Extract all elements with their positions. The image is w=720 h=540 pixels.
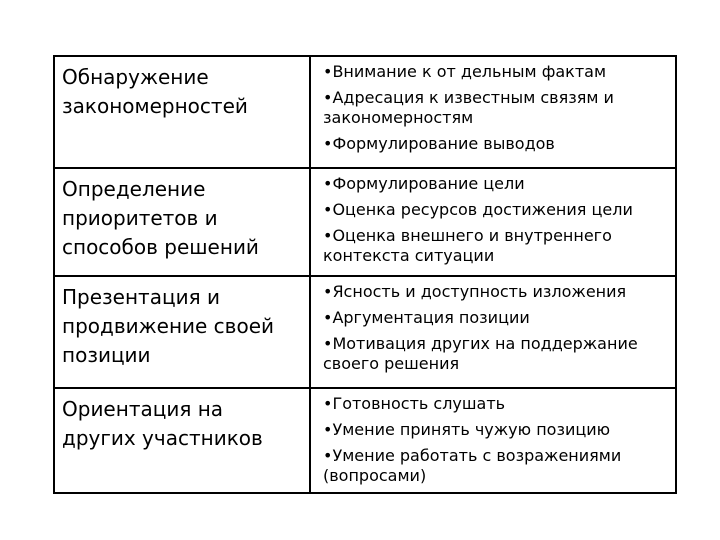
bullet-icon: •: [323, 174, 333, 193]
indicator-list: [323, 174, 669, 266]
indicator-text: Формулирование цели: [332, 174, 525, 193]
bullet-icon: •: [323, 200, 333, 219]
list-item: [323, 226, 669, 266]
competency-cell: [54, 56, 310, 168]
competency-label: Презентация и продвижение своей позиции: [62, 285, 275, 367]
list-item: [323, 446, 669, 486]
bullet-icon: •: [323, 394, 333, 413]
bullet-icon: •: [323, 446, 333, 465]
competency-cell: [54, 276, 310, 388]
bullet-icon: •: [323, 62, 333, 81]
bullet-icon: •: [323, 226, 333, 245]
table-row: [54, 168, 676, 276]
indicators-cell: [310, 276, 676, 388]
indicators-cell: [310, 388, 676, 493]
competency-label: Определение приоритетов и способов решений: [62, 177, 259, 259]
list-item: [323, 334, 669, 374]
list-item: [323, 394, 669, 414]
list-item: [323, 134, 669, 154]
list-item: [323, 62, 669, 82]
competency-label: Ориентация на других участников: [62, 397, 263, 450]
indicator-text: Ясность и доступность изложения: [332, 282, 627, 301]
indicator-text: Внимание к от дельным фактам: [332, 62, 607, 81]
bullet-icon: •: [323, 88, 333, 107]
list-item: [323, 174, 669, 194]
bullet-icon: •: [323, 134, 333, 153]
indicator-text: Готовность слушать: [332, 394, 506, 413]
indicator-text: Аргументация позиции: [332, 308, 530, 327]
competency-cell: [54, 388, 310, 493]
table-row: [54, 388, 676, 493]
list-item: [323, 282, 669, 302]
indicator-text: Умение принять чужую позицию: [332, 420, 611, 439]
competency-label: Обнаружение закономерностей: [62, 65, 248, 118]
bullet-icon: •: [323, 420, 333, 439]
indicator-text: Формулирование выводов: [332, 134, 555, 153]
indicator-text: Адресация к известным связям и закономерностям: [323, 88, 614, 127]
bullet-icon: •: [323, 334, 333, 353]
indicator-text: Оценка внешнего и внутреннего контекста ситуации: [323, 226, 612, 265]
list-item: [323, 420, 669, 440]
indicator-list: [323, 394, 669, 486]
bullet-icon: •: [323, 308, 333, 327]
indicator-text: Мотивация других на поддержание своего решения: [323, 334, 638, 373]
indicators-cell: [310, 56, 676, 168]
competency-table: [53, 55, 677, 494]
bullet-icon: •: [323, 282, 333, 301]
indicator-text: Умение работать с возражениями (вопросами): [323, 446, 622, 485]
list-item: [323, 88, 669, 128]
indicator-text: Оценка ресурсов достижения цели: [332, 200, 633, 219]
competency-cell: [54, 168, 310, 276]
competency-table-container: [53, 55, 677, 494]
indicators-cell: [310, 168, 676, 276]
list-item: [323, 200, 669, 220]
table-row: [54, 276, 676, 388]
indicator-list: [323, 282, 669, 374]
table-row: [54, 56, 676, 168]
indicator-list: [323, 62, 669, 154]
list-item: [323, 308, 669, 328]
